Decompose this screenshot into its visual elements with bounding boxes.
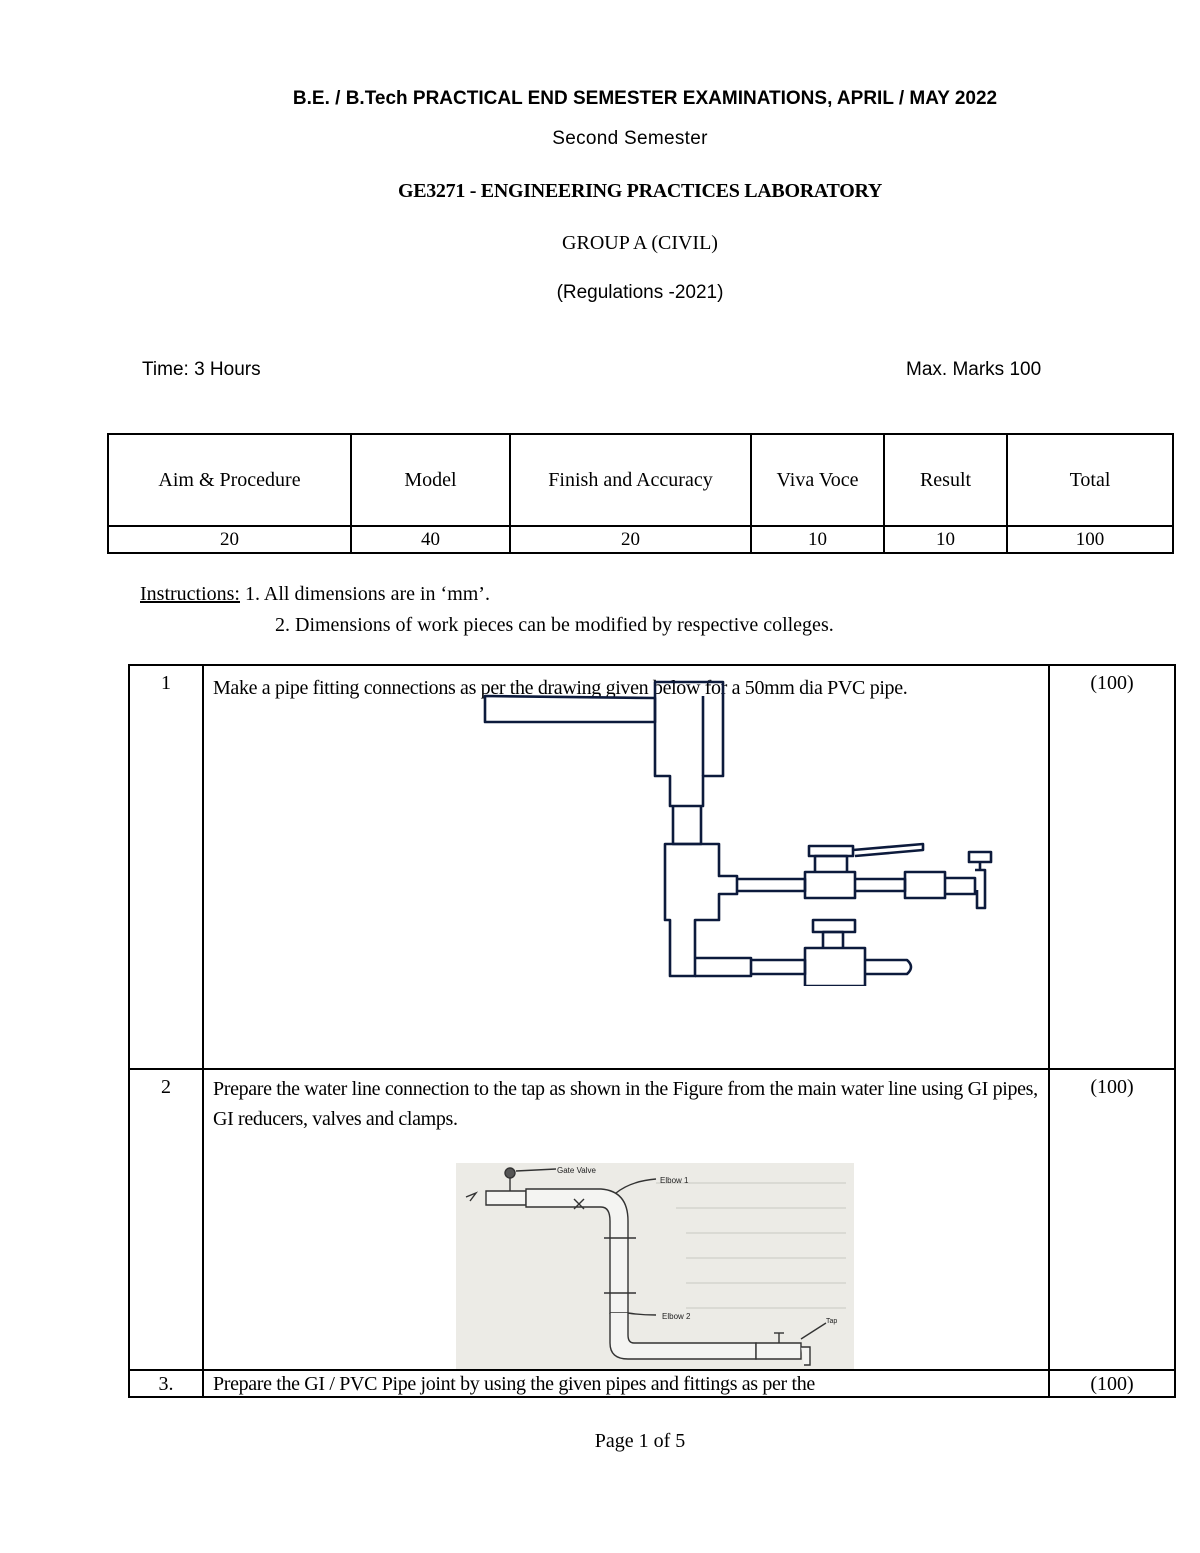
page-number: Page 1 of 5 [594,1430,686,1452]
question-marks: (100) [1049,1370,1175,1397]
questions-table [128,664,1176,1398]
group-label: GROUP A (CIVIL) [562,232,718,254]
marks-header-cell: Finish and Accuracy [510,434,751,526]
water-line-connection-figure [456,1163,854,1369]
tap-label: Tap [826,1318,838,1325]
marks-value-cell: 20 [510,526,751,553]
question-marks: (100) [1049,1069,1175,1370]
marks-value-cell: 10 [751,526,884,553]
instructions-line-1 [140,583,490,606]
question-number: 2 [129,1069,203,1370]
question-row [129,1370,1175,1397]
question-text: Make a pipe fitting connections as per the drawing given below for a 50mm dia PVC pipe. [213,677,908,699]
pvc-pipe-fitting-figure [475,676,1035,986]
max-marks-label: Max. Marks 100 [906,359,1042,380]
marks-header-cell: Model [351,434,510,526]
question-text: Prepare the GI / PVC Pipe joint by using the given pipes and fittings as per the [203,1370,1049,1397]
instruction-item-1: 1. All dimensions are in ‘mm’. [240,583,490,605]
marks-value-cell: 40 [351,526,510,553]
question-number: 3. [129,1370,203,1397]
question-row [129,1069,1175,1370]
course-title: GE3271 - ENGINEERING PRACTICES LABORATORY [397,180,883,202]
question-body [203,1069,1049,1370]
semester-label: Second Semester [552,128,708,149]
elbow-1-label: Elbow 1 [660,1176,689,1185]
marks-distribution-table [107,433,1174,554]
question-marks: (100) [1049,665,1175,1069]
question-body [203,665,1049,1069]
gate-valve-label: Gate Valve [557,1166,596,1175]
exam-title: B.E. / B.Tech PRACTICAL END SEMESTER EXAMINATIONS, APRIL / MAY 2022 [292,88,998,109]
marks-header-cell: Total [1007,434,1173,526]
marks-value-cell: 10 [884,526,1007,553]
marks-header-cell: Result [884,434,1007,526]
question-row [129,665,1175,1069]
question-text: Prepare the water line connection to the tap as shown in the Figure from the main water line using GI pipes, GI reducers, valves and clamps. [213,1078,1038,1130]
marks-header-cell: Aim & Procedure [108,434,351,526]
marks-value-row [108,526,1173,553]
regulations-label: (Regulations -2021) [556,282,724,303]
elbow-2-label: Elbow 2 [662,1312,691,1321]
marks-value-cell: 100 [1007,526,1173,553]
time-label: Time: 3 Hours [142,359,261,380]
instructions-label: Instructions: [140,583,240,605]
marks-value-cell: 20 [108,526,351,553]
marks-header-row [108,434,1173,526]
marks-header-cell: Viva Voce [751,434,884,526]
question-number: 1 [129,665,203,1069]
instruction-item-2: 2. Dimensions of work pieces can be modified by respective colleges. [275,614,834,636]
